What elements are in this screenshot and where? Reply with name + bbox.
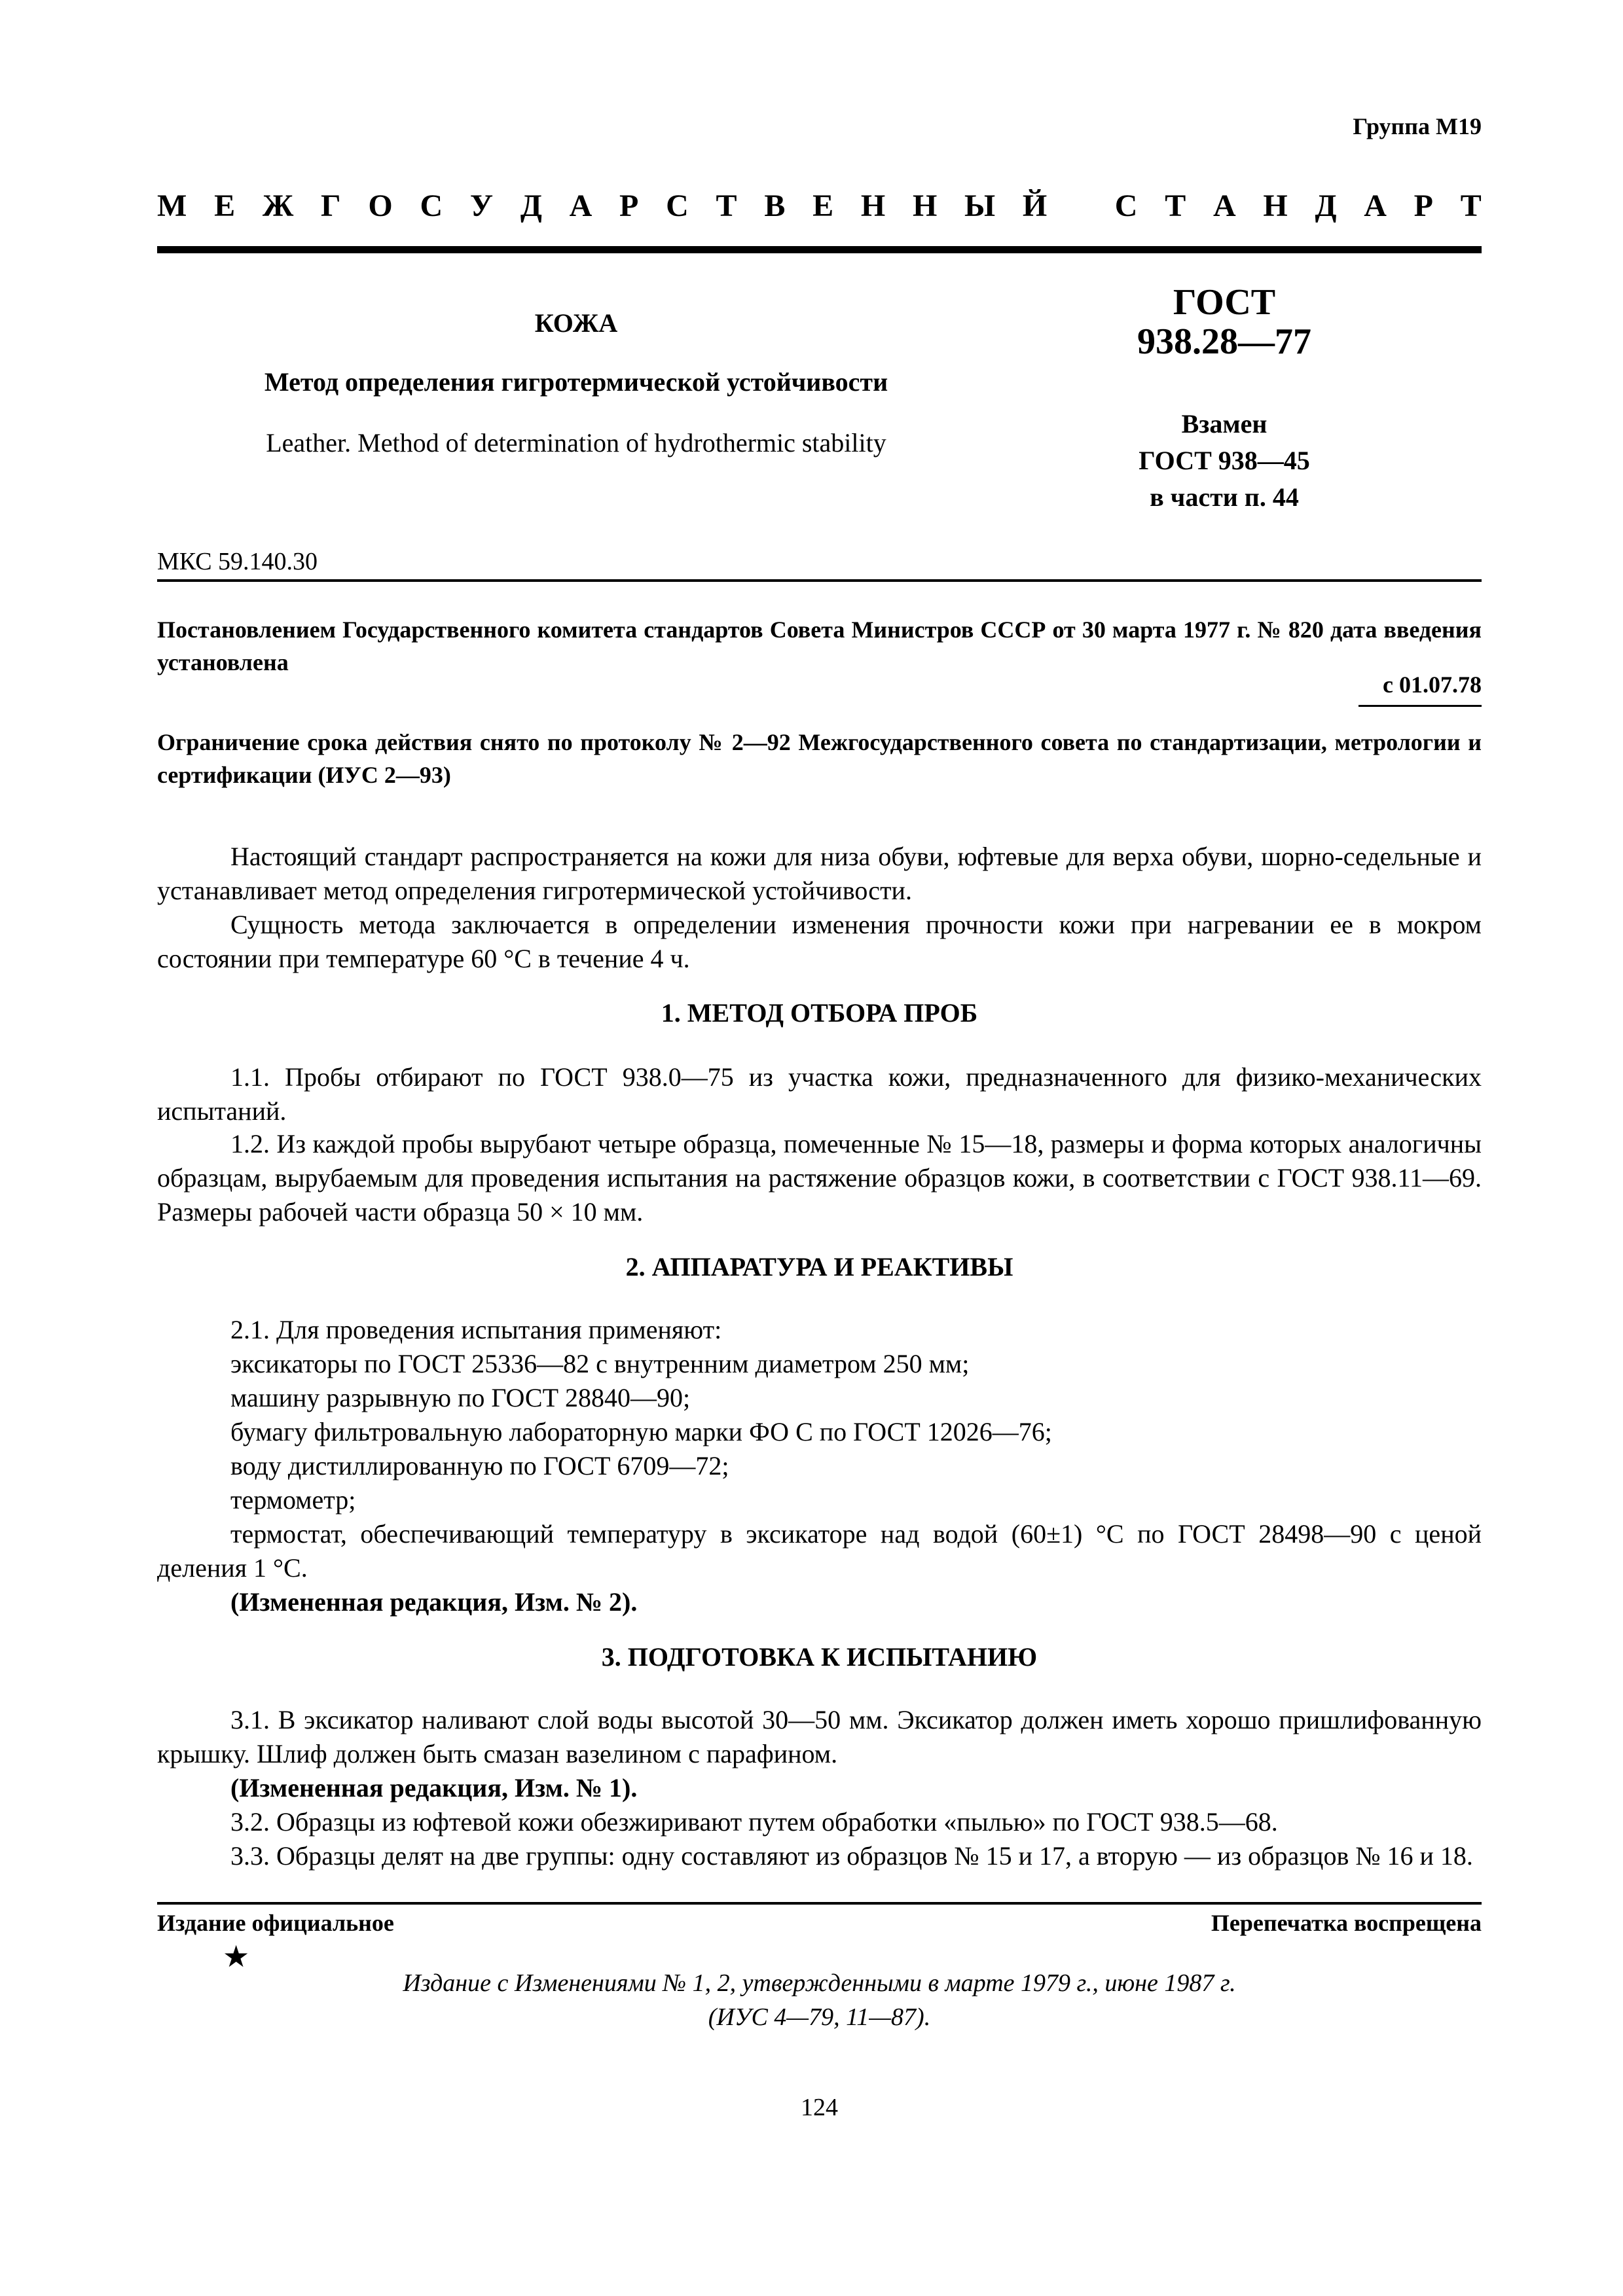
edition-note-2: (ИУС 4—79, 11—87). xyxy=(708,2003,931,2031)
banner-gap xyxy=(1074,188,1087,224)
banner-letter: Р xyxy=(619,188,639,223)
effective-date: с 01.07.78 xyxy=(1383,672,1482,698)
banner-letter: Д xyxy=(1315,188,1337,223)
banner-letter: Т xyxy=(716,188,737,223)
gost-number: 938.28—77 xyxy=(1137,321,1311,362)
banner-letter: Н xyxy=(860,188,886,223)
mks-rule xyxy=(157,579,1482,582)
banner-letter: С xyxy=(420,188,443,223)
official-edition-label: Издание официальное xyxy=(157,1910,394,1936)
banner-letter: С xyxy=(666,188,689,223)
section-3-amendment: (Измененная редакция, Изм. № 1). xyxy=(230,1773,638,1803)
banner-letter: С xyxy=(1114,188,1138,223)
banner-letter: Ы xyxy=(964,188,996,223)
mks-code: МКС 59.140.30 xyxy=(157,548,318,575)
replaces-line-1: Взамен xyxy=(1181,409,1267,439)
section-1-p2: 1.2. Из каждой пробы вырубают четыре образца, помеченные № 15—18, размеры и форма которых аналогичны образцам, вырубаемым для проведения испытания на растяжение образцов кожи, в соответствии с ГОСТ 938.11—69. Размеры рабочей части образца 50 × 10 мм. xyxy=(157,1129,1482,1227)
banner-letter: А xyxy=(1213,188,1236,223)
interstate-standard-banner xyxy=(157,188,1482,224)
date-underline xyxy=(1359,705,1482,707)
replaces-line-3: в части п. 44 xyxy=(1150,482,1299,512)
section-3-heading: 3. ПОДГОТОВКА К ИСПЫТАНИЮ xyxy=(601,1642,1038,1672)
banner-letter: О xyxy=(368,188,393,223)
star-icon: ★ xyxy=(223,1940,250,1973)
section-3-p3: 3.3. Образцы делят на две группы: одну составляют из образцов № 15 и 17, а вторую — из образцов № 16 и 18. xyxy=(230,1841,1473,1871)
replaces-line-2: ГОСТ 938—45 xyxy=(1139,446,1310,475)
apparatus-item-4: воду дистиллированную по ГОСТ 6709—72; xyxy=(230,1451,729,1480)
banner-letter: Т xyxy=(1460,188,1482,223)
section-2-amendment: (Измененная редакция, Изм. № 2). xyxy=(230,1587,638,1617)
group-code: Группа М19 xyxy=(1353,113,1482,139)
limitation-text: Ограничение срока действия снято по протоколу № 2—92 Межгосударственного совета по стандартизации, метрологии и сертификации (ИУС 2—93) xyxy=(157,729,1482,788)
apparatus-item-2: машину разрывную по ГОСТ 28840—90; xyxy=(230,1383,691,1412)
document-title: КОЖА xyxy=(534,308,618,338)
banner-letter: В xyxy=(764,188,786,223)
intro-paragraph-2: Сущность метода заключается в определении изменения прочности кожи при нагревании ее в мокром состоянии при температуре 60 °С в течение 4 ч. xyxy=(157,910,1482,973)
banner-letter: Ж xyxy=(262,188,294,223)
section-2-intro: 2.1. Для проведения испытания применяют: xyxy=(230,1315,722,1344)
banner-letter: У xyxy=(469,188,494,223)
section-3-p1: 3.1. В эксикатор наливают слой воды высотой 30—50 мм. Эксикатор должен иметь хорошо пришлифованную крышку. Шлиф должен быть смазан вазелином с парафином. xyxy=(157,1705,1482,1768)
apparatus-item-5: термометр; xyxy=(230,1485,356,1515)
header-rule xyxy=(157,246,1482,253)
banner-letter: М xyxy=(157,188,187,223)
reprint-prohibited-label: Перепечатка воспрещена xyxy=(1211,1910,1482,1936)
apparatus-thermostat: термостат, обеспечивающий температуру в эксикаторе над водой (60±1) °С по ГОСТ 28498—90 с ценой деления 1 °С. xyxy=(157,1519,1482,1583)
intro-paragraph-1: Настоящий стандарт распространяется на кожи для низа обуви, юфтевые для верха обуви, шорно-седельные и устанавливает метод определения гигротермической устойчивости. xyxy=(157,842,1482,905)
banner-letter: Н xyxy=(1263,188,1288,223)
page-number: 124 xyxy=(801,2094,838,2121)
section-2-heading: 2. АППАРАТУРА И РЕАКТИВЫ xyxy=(625,1252,1013,1282)
banner-letter: Г xyxy=(321,188,341,223)
replaces-block xyxy=(1028,406,1421,516)
decree-text: Постановлением Государственного комитета стандартов Совета Министров СССР от 30 марта 1977 г. № 820 дата введения установлена xyxy=(157,617,1482,675)
gost-designation xyxy=(1028,283,1421,361)
section-1-heading: 1. МЕТОД ОТБОРА ПРОБ xyxy=(661,998,978,1028)
apparatus-item-1: эксикаторы по ГОСТ 25336—82 с внутренним диаметром 250 мм; xyxy=(230,1349,970,1378)
banner-letter: Р xyxy=(1413,188,1433,223)
banner-letter: Т xyxy=(1165,188,1186,223)
banner-letter: А xyxy=(569,188,593,223)
apparatus-item-3: бумагу фильтровальную лабораторную марки ФО С по ГОСТ 12026—76; xyxy=(230,1417,1052,1446)
english-title: Leather. Method of determination of hydrothermic stability xyxy=(266,428,886,457)
banner-letter: Е xyxy=(812,188,834,223)
section-3-p2: 3.2. Образцы из юфтевой кожи обезжиривают путем обработки «пылью» по ГОСТ 938.5—68. xyxy=(230,1807,1278,1837)
banner-letter: Е xyxy=(214,188,236,223)
banner-letter: Й xyxy=(1022,188,1048,223)
gost-label: ГОСТ xyxy=(1173,282,1276,323)
document-subtitle: Метод определения гигротермической устойчивости xyxy=(264,367,888,397)
section-1-p1: 1.1. Пробы отбирают по ГОСТ 938.0—75 из участка кожи, предназначенного для физико-механических испытаний. xyxy=(157,1062,1482,1126)
banner-letter: Н xyxy=(912,188,938,223)
banner-letter: А xyxy=(1364,188,1387,223)
footer-rule xyxy=(157,1902,1482,1905)
edition-note-1: Издание с Изменениями № 1, 2, утвержденными в марте 1979 г., июне 1987 г. xyxy=(403,1969,1236,1997)
banner-letter: Д xyxy=(520,188,542,223)
